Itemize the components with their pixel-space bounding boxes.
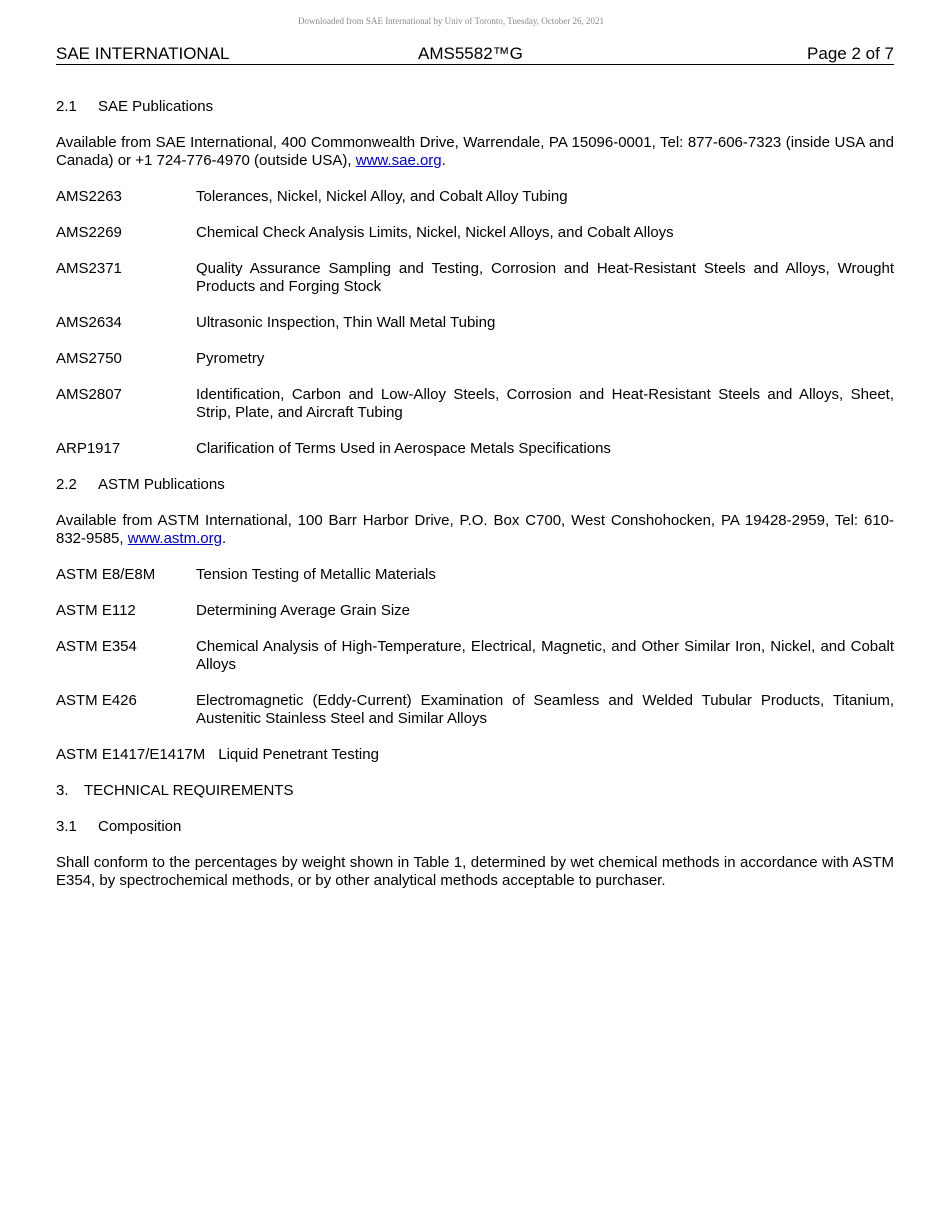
reference-title: Liquid Penetrant Testing — [218, 746, 379, 763]
paragraph-text: Available from SAE International, 400 Commonwealth Drive, Warrendale, PA 15096-0001, Tel: 877-606-7323 (inside USA and Canada) or +1 724-776-4970 (outside USA), — [56, 134, 894, 169]
reference-code: AMS2634 — [56, 314, 122, 331]
header-organization: SAE INTERNATIONAL — [56, 44, 230, 63]
section-3-1-heading — [56, 818, 894, 836]
reference-title: Chemical Analysis of High-Temperature, Electrical, Magnetic, and Other Similar Iron, Nickel, and Cobalt Alloys — [196, 638, 894, 673]
section-number: 3. — [56, 782, 69, 799]
reference-entry — [56, 566, 894, 584]
reference-title: Ultrasonic Inspection, Thin Wall Metal Tubing — [196, 314, 496, 331]
paragraph-end: . — [441, 152, 446, 169]
section-title: SAE Publications — [98, 98, 214, 115]
reference-code: ASTM E354 — [56, 638, 137, 655]
reference-entry — [56, 440, 894, 458]
reference-entry — [56, 350, 894, 368]
reference-title: Tolerances, Nickel, Nickel Alloy, and Cobalt Alloy Tubing — [196, 188, 568, 205]
sae-availability-paragraph — [56, 134, 894, 170]
section-2-1-heading — [56, 98, 894, 116]
reference-code: ASTM E426 — [56, 692, 137, 709]
reference-title: Electromagnetic (Eddy-Current) Examination of Seamless and Welded Tubular Products, Titanium, Austenitic Stainless Steel and Similar Alloys — [196, 692, 894, 727]
reference-entry — [56, 692, 894, 728]
page-header — [56, 44, 894, 65]
reference-title: Determining Average Grain Size — [196, 602, 410, 619]
reference-code: AMS2750 — [56, 350, 122, 367]
reference-code: ARP1917 — [56, 440, 121, 457]
reference-entry — [56, 386, 894, 422]
astm-availability-paragraph — [56, 512, 894, 548]
header-document-id: AMS5582™G — [418, 44, 523, 63]
reference-title: Chemical Check Analysis Limits, Nickel, Nickel Alloys, and Cobalt Alloys — [196, 224, 674, 241]
download-watermark: Downloaded from SAE International by Univ of Toronto, Tuesday, October 26, 2021 — [297, 16, 605, 26]
reference-code: ASTM E8/E8M — [56, 566, 156, 583]
section-title: ASTM Publications — [98, 476, 225, 493]
composition-paragraph: Shall conform to the percentages by weight shown in Table 1, determined by wet chemical methods in accordance with ASTM E354, by spectrochemical methods, or by other analytical methods acceptable to purchaser. — [56, 854, 894, 889]
reference-entry — [56, 602, 894, 620]
reference-code: AMS2807 — [56, 386, 122, 403]
reference-title: Identification, Carbon and Low-Alloy Steels, Corrosion and Heat-Resistant Steels and Alloys, Sheet, Strip, Plate, and Aircraft Tubing — [196, 386, 894, 421]
reference-code: ASTM E1417/E1417M — [56, 746, 206, 763]
reference-title: Clarification of Terms Used in Aerospace Metals Specifications — [196, 440, 611, 457]
reference-entry — [56, 638, 894, 674]
reference-title: Quality Assurance Sampling and Testing, Corrosion and Heat-Resistant Steels and Alloys, Wrought Products and Forging Stock — [196, 260, 894, 295]
section-3-heading — [56, 782, 894, 800]
reference-title: Pyrometry — [196, 350, 265, 367]
reference-entry — [56, 224, 894, 242]
header-page-number: Page 2 of 7 — [807, 44, 894, 63]
paragraph-end: . — [221, 530, 227, 547]
astm-website-link[interactable]: www.astm.org — [127, 530, 222, 547]
paragraph-text: Available from ASTM International, 100 Barr Harbor Drive, P.O. Box C700, West Conshohocken, PA 19428-2959, Tel: 610-832-9585, — [56, 512, 894, 547]
reference-title: Tension Testing of Metallic Materials — [196, 566, 436, 583]
section-number: 2.1 — [56, 98, 77, 115]
reference-entry — [56, 260, 894, 296]
section-title: TECHNICAL REQUIREMENTS — [84, 782, 294, 799]
reference-entry — [56, 746, 894, 764]
reference-code: AMS2263 — [56, 188, 122, 205]
reference-code: AMS2269 — [56, 224, 122, 241]
reference-entry — [56, 314, 894, 332]
sae-website-link[interactable]: www.sae.org — [355, 152, 442, 169]
section-number: 3.1 — [56, 818, 77, 835]
section-title: Composition — [98, 818, 182, 835]
section-number: 2.2 — [56, 476, 77, 493]
reference-code: ASTM E112 — [56, 602, 136, 619]
reference-entry — [56, 188, 894, 206]
document-body — [56, 98, 894, 908]
reference-code: AMS2371 — [56, 260, 122, 277]
section-2-2-heading — [56, 476, 894, 494]
